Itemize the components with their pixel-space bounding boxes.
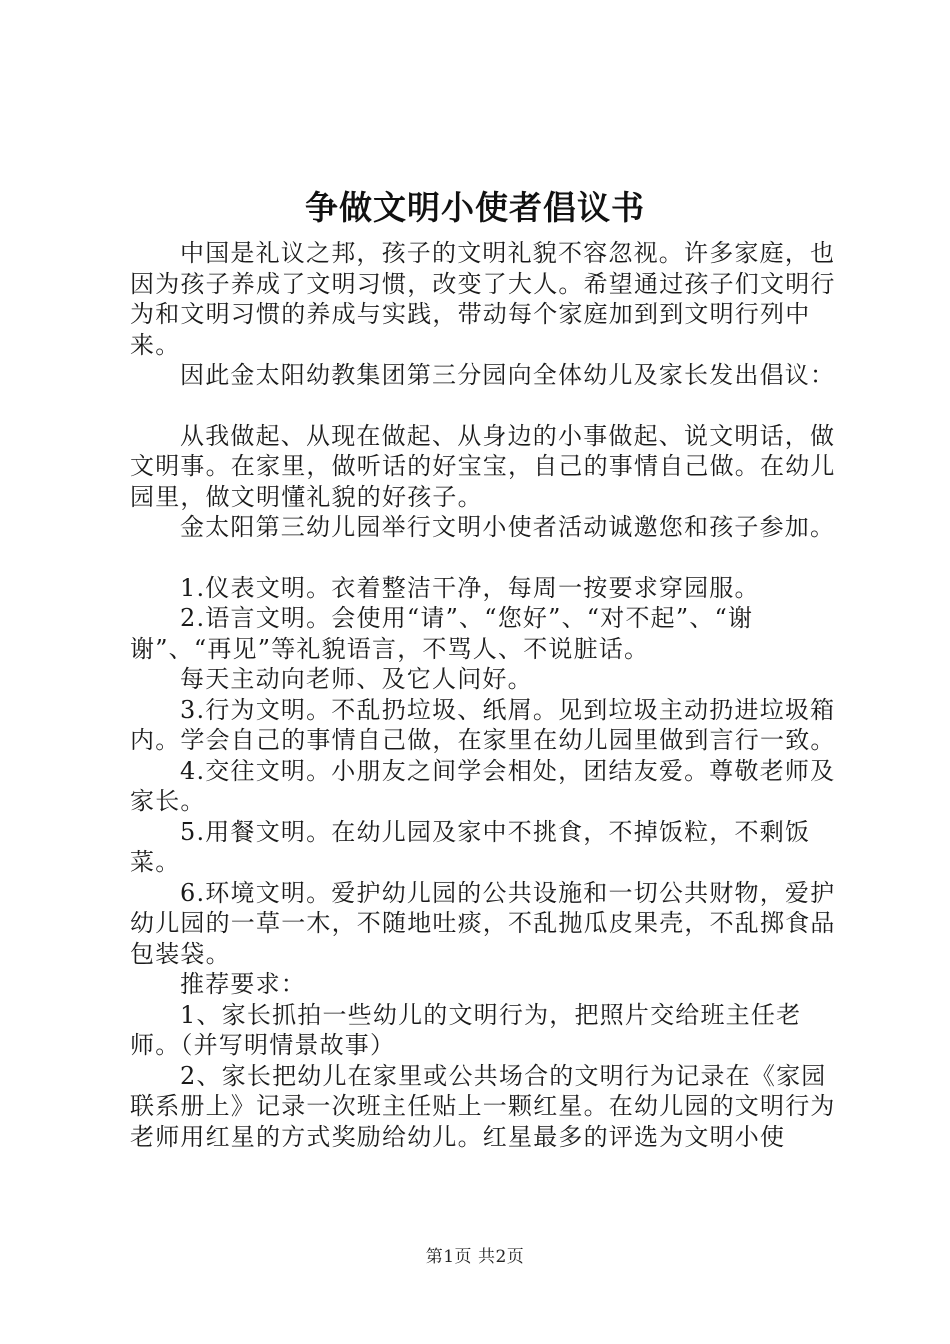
page-number: 第1页 共2页: [425, 1247, 525, 1267]
list-item-greeting: 每天主动向老师、及它人问好。: [180, 665, 533, 693]
paragraph-intro: 中国是礼议之邦，孩子的文明礼貌不容忽视。许多家庭，也因为孩子养成了文明习惯，改变了大人。希望通过孩子们文明行为和文明习惯的养成与实践，带动每个家庭加到到文明行列中来。: [130, 239, 836, 359]
list-item-language: 2.语言文明。会使用“请”、“您好”、“对不起”、“谢谢”、“再见”等礼貌语言，不骂人、不说脏话。: [130, 604, 754, 663]
requirement-item-records: 2、家长把幼儿在家里或公共场合的文明行为记录在《家园联系册上》记录一次班主任贴上一颗红星。在幼儿园的文明行为老师用红星的方式奖励给幼儿。红星最多的评选为文明小使: [130, 1061, 836, 1151]
list-item-appearance: 1.仪表文明。衣着整洁干净，每周一按要求穿园服。: [180, 573, 760, 602]
list-item-interaction: 4.交往文明。小朋友之间学会相处，团结友爱。尊敬老师及家长。: [130, 756, 836, 815]
requirement-item-photos: 1、家长抓拍一些幼儿的文明行为，把照片交给班主任老师。（并写明情景故事）: [130, 1000, 802, 1059]
paragraph-invitation: 金太阳第三幼儿园举行文明小使者活动诚邀您和孩子参加。: [180, 513, 836, 541]
paragraph-proposal: 因此金太阳幼教集团第三分园向全体幼儿及家长发出倡议：: [180, 361, 836, 389]
requirements-heading: 推荐要求：: [180, 970, 306, 998]
list-item-dining: 5.用餐文明。在幼儿园及家中不挑食，不掉饭粒，不剩饭菜。: [130, 817, 811, 876]
blank-line: [130, 391, 840, 421]
document-body: [130, 238, 840, 1152]
list-item-environment: 6.环境文明。爱护幼儿园的公共设施和一切公共财物，爱护幼儿园的一草一木，不随地吐痰，不乱抛瓜皮果壳，不乱掷食品包装袋。: [130, 878, 836, 968]
list-item-behavior: 3.行为文明。不乱扔垃圾、纸屑。见到垃圾主动扔进垃圾箱内。学会自己的事情自己做，在家里在幼儿园里做到言行一致。: [130, 695, 836, 754]
blank-line: [130, 543, 840, 573]
paragraph-start-from-me: 从我做起、从现在做起、从身边的小事做起、说文明话，做文明事。在家里，做听话的好宝宝，自己的事情自己做。在幼儿园里，做文明懂礼貌的好孩子。: [130, 421, 836, 511]
document-title: 争做文明小使者倡议书: [305, 188, 645, 227]
